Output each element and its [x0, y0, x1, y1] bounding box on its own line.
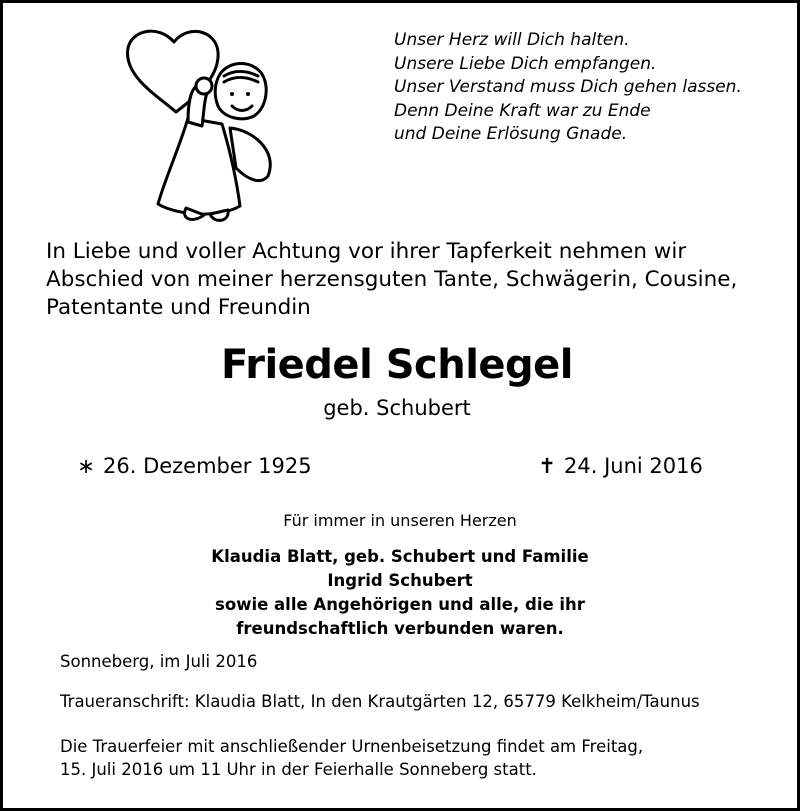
intro-line: Abschied von meiner herzensguten Tante, Schwägerin, Cousine,: [46, 267, 738, 292]
birth-date: 26. Dezember 1925: [103, 454, 312, 478]
death-date-line: [536, 454, 703, 478]
angel-holding-heart-icon: [118, 26, 283, 224]
mourner-line: sowie alle Angehörigen und alle, die ihr: [215, 595, 585, 614]
death-date: 24. Juni 2016: [564, 454, 703, 478]
mourner-line: freundschaftlich verbunden waren.: [236, 619, 564, 638]
cross-icon: ✝: [538, 454, 556, 478]
poem-line: Unser Herz will Dich halten.: [394, 30, 630, 50]
poem-line: und Deine Erlösung Gnade.: [394, 124, 628, 145]
maiden-name: geb. Schubert: [323, 396, 471, 420]
poem-line: Denn Deine Kraft war zu Ende: [394, 100, 651, 121]
deceased-name: Friedel Schlegel: [220, 342, 574, 388]
poem: [394, 29, 789, 147]
poem-line: Unser Verstand muss Dich gehen lassen.: [394, 77, 742, 98]
intro-line: In Liebe und voller Achtung vor ihrer Tapferkeit nehmen wir: [46, 239, 687, 264]
intro-line: Patentante und Freundin: [46, 295, 311, 320]
birth-date-line: [75, 454, 312, 478]
place-date: Sonneberg, im Juli 2016: [60, 652, 258, 671]
ceremony-line: Die Trauerfeier mit anschließender Urnenbeisetzung findet am Freitag,: [60, 737, 644, 756]
ceremony-line: 15. Juli 2016 um 11 Uhr in der Feierhalle Sonneberg statt.: [60, 760, 537, 779]
mourning-address: Traueranschrift: Klaudia Blatt, In den Krautgärten 12, 65779 Kelkheim/Taunus: [60, 692, 700, 711]
mourner-line: Klaudia Blatt, geb. Schubert und Familie: [211, 547, 589, 566]
mourners-list: [0, 545, 800, 641]
poem-line: Unsere Liebe Dich empfangen.: [394, 53, 657, 74]
motto: Für immer in unseren Herzen: [283, 511, 517, 530]
birth-star-icon: ∗: [77, 454, 95, 478]
mourner-line: Ingrid Schubert: [327, 571, 473, 590]
